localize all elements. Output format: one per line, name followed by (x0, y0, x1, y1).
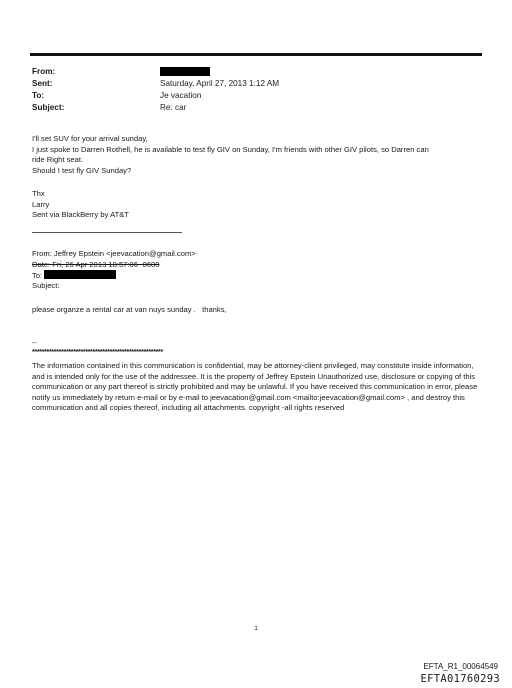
subject-value: Re: car (160, 103, 187, 112)
message-line: ride Right seat. (32, 155, 84, 165)
quoted-from: From: Jeffrey Epstein <jeevacation@gmail.com> (32, 249, 196, 258)
quoted-date: Date: Fri, 26 Apr 2013 18:57:06 -0600 (32, 259, 160, 269)
message-line: I just spoke to Darren Rothell, he is available to test fly GIV on Sunday, I'm friends with other GIV pilots, so Darren can (32, 144, 429, 154)
from-label: From: (32, 67, 56, 76)
quoted-to-label: To: (32, 271, 43, 281)
quoted-to-redaction (44, 270, 116, 279)
quoted-header (32, 249, 196, 291)
sent-label: Sent: (32, 79, 53, 88)
signature (32, 189, 472, 221)
signature-thanks: Thx (32, 189, 45, 198)
to-row (32, 90, 279, 102)
to-value: Je vacation (160, 91, 202, 100)
quoted-subject-label: Subject: (32, 280, 60, 290)
bates-number-primary: EFTA_R1_00064549 (423, 662, 498, 671)
message-line: Should I test fly GIV Sunday? (32, 165, 132, 175)
page-number: 1 (254, 625, 258, 632)
signature-dashes: -- (32, 340, 37, 347)
header-rule (30, 53, 482, 56)
message-line: I'll set SUV for your arrival sunday, (32, 134, 148, 143)
disclaimer-text: The information contained in this communication is confidential, may be attorney-client privileged, may constitute inside information, and is intended only for the use of the addressee. It is the property of Jeffrey Epstein Unauthorized use, disclosure or copying of this communication or any part thereof is strictly prohibited and may be unlawful. If you have received this communication in error, please notify us immediately by return e-mail or by e-mail to jeevacation@gmail.com <mailto:jeevacation@gmail.com> , and destroy this communication and all copies thereof, including all attachments. copyright -all rights reserved (32, 361, 478, 413)
signature-name: Larry (32, 199, 50, 209)
from-row (32, 66, 279, 78)
sent-row (32, 78, 279, 90)
sent-value: Saturday, April 27, 2013 1:12 AM (160, 79, 280, 88)
from-redaction (160, 67, 210, 76)
signature-device: Sent via BlackBerry by AT&T (32, 210, 129, 220)
signature-rule (32, 232, 182, 233)
message-body (32, 134, 472, 176)
email-header (32, 66, 279, 114)
subject-row (32, 102, 279, 114)
disclaimer-stars: ****************************************************** (32, 349, 163, 356)
subject-label: Subject: (32, 103, 65, 112)
quoted-body: please organze a rental car at van nuys sunday . thanks, (32, 305, 227, 314)
to-label: To: (32, 91, 45, 100)
quoted-to-row (32, 270, 196, 281)
bates-number-secondary: EFTA01760293 (420, 673, 500, 685)
